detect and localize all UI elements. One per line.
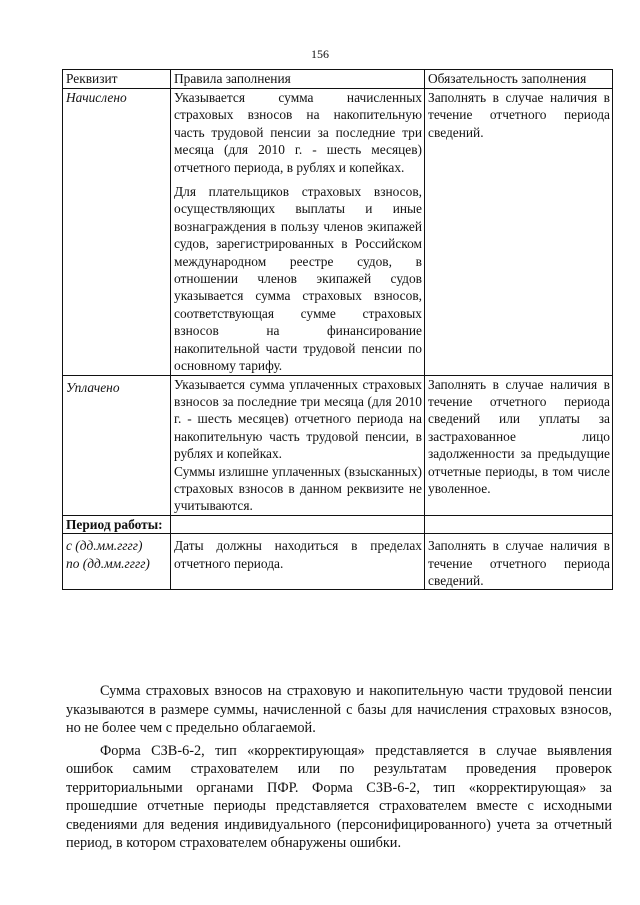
field-dates xyxy=(63,534,171,590)
field-date-to: по (дд.мм.гггг) xyxy=(66,555,150,571)
page-number: 156 xyxy=(311,47,329,61)
body-text xyxy=(66,682,612,853)
field-date-from: с (дд.мм.гггг) xyxy=(66,538,143,554)
field-paid: Уплачено xyxy=(63,375,171,515)
table-row xyxy=(63,515,613,533)
rules-paragraph: Для плательщиков страховых взносов, осуществляющих выплаты и иные вознаграждения в пользу членов экипажей судов, зарегистрированных в Российском международном реестре судов, в отношении членов экипажей судов указывается сумма страховых взносов, соответствующая сумме страховых взносов на финансирование накопительной части трудовой пенсии по основному тарифу. xyxy=(174,184,422,374)
header-field: Реквизит xyxy=(63,70,171,89)
requirement-cell: Заполнять в случае наличия в течение отчетного периода сведений. xyxy=(425,89,613,376)
header-rules: Правила заполнения xyxy=(171,70,425,89)
section-work-period: Период работы: xyxy=(63,515,171,533)
requirement-cell: Заполнять в случае наличия в течение отчетного периода сведений или уплаты за застрахованное лицо задолженности за предыдущие отчетные периоды, в том числе уволенное. xyxy=(425,375,613,515)
table-header-row xyxy=(63,70,613,89)
empty-cell xyxy=(425,515,613,533)
table-row xyxy=(63,89,613,376)
rules-cell: Даты должны находиться в пределах отчетного периода. xyxy=(171,534,425,590)
rules-paragraph: Указывается сумма начисленных страховых взносов на накопительную часть трудовой пенсии за последние три месяца (для 2010 г. - шесть месяцев) отчетного периода, в рублях и копейках. xyxy=(174,90,422,175)
table-row xyxy=(63,375,613,515)
rules-paragraph: Указывается сумма уплаченных страховых взносов за последние три месяца (для 2010 г. - шесть месяцев) отчетного периода на накопительную часть трудовой пенсии, в рублях и копейках. xyxy=(174,376,422,462)
rules-cell xyxy=(171,89,425,376)
requirement-cell: Заполнять в случае наличия в течение отчетного периода сведений. xyxy=(425,534,613,590)
field-accrued: Начислено xyxy=(63,89,171,376)
header-requirement: Обязательность заполнения xyxy=(425,70,613,89)
body-paragraph: Сумма страховых взносов на страховую и накопительную части трудовой пенсии указываются в размере суммы, начисленной с базы для начисления страховых взносов, но не более чем с предельно облагаемой. xyxy=(66,683,612,736)
rules-cell xyxy=(171,375,425,515)
requisites-table xyxy=(62,69,613,590)
empty-cell xyxy=(171,515,425,533)
table-row xyxy=(63,534,613,590)
body-paragraph: Форма СЗВ-6-2, тип «корректирующая» представляется в случае выявления ошибок самим страхователем или по результатам проведения проверок территориальными органами ПФР. Форма СЗВ-6-2, тип «корректирующая» за прошедшие отчетные периоды представляется страхователем вместе с исходными сведениями для ведения индивидуального (персонифицированного) учета за отчетный период, в котором страхователем обнаружены ошибки. xyxy=(66,742,612,851)
rules-paragraph: Суммы излишне уплаченных (взысканных) страховых взносов в данном реквизите не учитываются. xyxy=(174,463,422,514)
